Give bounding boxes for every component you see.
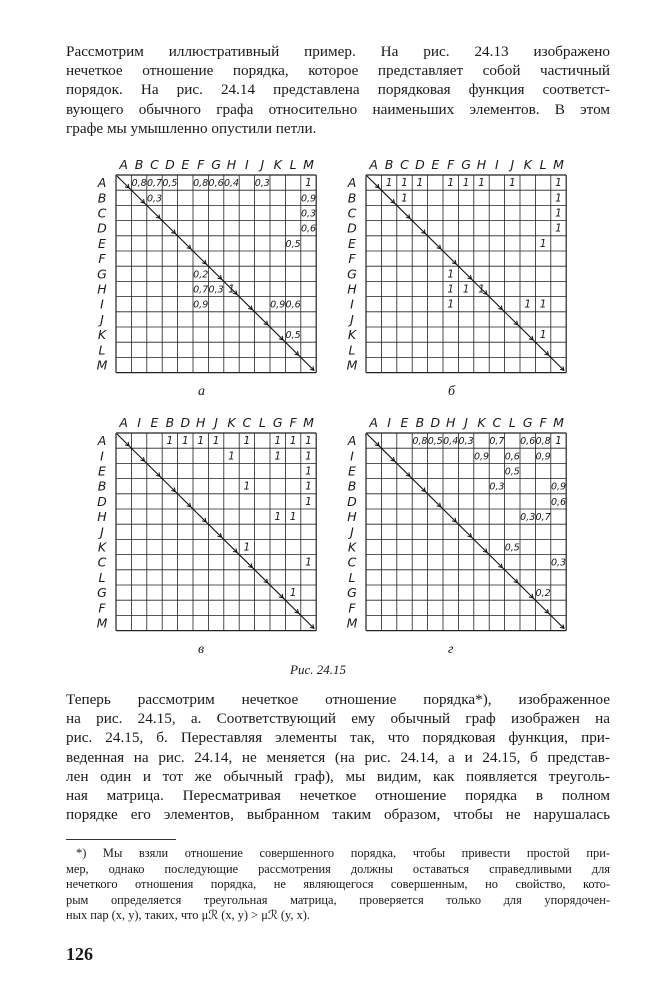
cell-value: 1 bbox=[447, 283, 455, 296]
cell-value: 1 bbox=[555, 177, 562, 190]
row-label: H bbox=[97, 281, 107, 297]
text-line: вующего обычного графа относительно наименьших элементов. В этом bbox=[66, 100, 610, 118]
text-line: Рассмотрим иллюстративный пример. На рис. 24.13 изображено bbox=[66, 43, 610, 60]
row-label: J bbox=[350, 311, 354, 327]
cell-value: 1 bbox=[305, 450, 312, 463]
cell-value: 0,9 bbox=[193, 299, 209, 311]
column-label: I bbox=[495, 157, 499, 172]
column-label: F bbox=[197, 157, 205, 172]
figure-caption: Рис. 24.15 bbox=[290, 662, 346, 677]
cell-value: 1 bbox=[289, 511, 297, 524]
cell-value: 1 bbox=[447, 268, 455, 281]
footnote-line: *) Мы взяли отношение совершенного порядка, чтобы привести простой при- bbox=[76, 846, 610, 860]
column-label: M bbox=[553, 415, 564, 430]
column-label: L bbox=[539, 157, 547, 172]
column-label: M bbox=[553, 157, 564, 172]
footnote bbox=[66, 846, 610, 924]
column-label: C bbox=[492, 415, 502, 430]
row-label: B bbox=[97, 478, 107, 494]
column-label: K bbox=[273, 157, 282, 172]
column-label: H bbox=[226, 157, 237, 172]
column-label: J bbox=[214, 415, 218, 430]
row-label: C bbox=[97, 554, 107, 570]
row-label: A bbox=[97, 433, 107, 449]
cell-value: 1 bbox=[478, 283, 485, 296]
cell-value: 0,7 bbox=[535, 512, 551, 524]
row-label: A bbox=[97, 175, 107, 191]
cell-value: 1 bbox=[305, 556, 312, 569]
column-label: C bbox=[400, 157, 409, 172]
cell-value: 1 bbox=[401, 192, 408, 205]
column-label: J bbox=[464, 415, 468, 430]
cell-value: 1 bbox=[305, 465, 312, 478]
row-label: L bbox=[348, 569, 356, 585]
cell-value: 1 bbox=[447, 177, 455, 190]
column-label: E bbox=[400, 415, 409, 430]
row-label: G bbox=[347, 585, 357, 601]
cell-value: 0,2 bbox=[535, 588, 551, 600]
row-label: F bbox=[348, 600, 356, 616]
matrix-label-g: г bbox=[448, 642, 454, 657]
text-line: лен один и тот же обычный граф), мы видим, как появляется треуголь- bbox=[66, 767, 610, 785]
text-line: нечеткое отношение порядка, которое представляет собой частичный bbox=[66, 62, 610, 80]
column-label: B bbox=[415, 415, 425, 430]
column-label: G bbox=[211, 157, 221, 172]
cell-value: 0,9 bbox=[535, 451, 551, 463]
column-label: J bbox=[260, 157, 265, 172]
cell-value: 1 bbox=[228, 450, 235, 463]
footnote-rule bbox=[66, 839, 176, 840]
column-label: L bbox=[258, 415, 266, 430]
cell-value: 1 bbox=[243, 480, 251, 493]
cell-value: 0,8 bbox=[535, 436, 551, 448]
row-label: J bbox=[100, 524, 104, 540]
cell-value: 0,6 bbox=[550, 496, 567, 508]
cell-value: 0,8 bbox=[131, 178, 147, 190]
cell-value: 0,5 bbox=[427, 436, 443, 448]
row-label: J bbox=[100, 311, 104, 327]
column-label: M bbox=[303, 157, 314, 172]
row-label: L bbox=[98, 342, 106, 358]
column-label: B bbox=[384, 157, 394, 172]
cell-value: 0,4 bbox=[443, 436, 459, 448]
column-label: F bbox=[289, 415, 297, 430]
row-label: M bbox=[96, 357, 108, 373]
column-label: K bbox=[227, 415, 236, 430]
column-label: A bbox=[119, 157, 128, 172]
column-label: K bbox=[523, 157, 532, 172]
row-label: F bbox=[348, 251, 356, 267]
row-label: E bbox=[98, 235, 106, 251]
column-label: H bbox=[195, 415, 206, 430]
cell-value: 1 bbox=[539, 329, 547, 342]
row-label: L bbox=[348, 342, 356, 358]
cell-value: 1 bbox=[305, 480, 312, 493]
cell-value: 0,6 bbox=[300, 223, 317, 235]
row-label: I bbox=[350, 448, 354, 464]
cell-value: 0,3 bbox=[520, 512, 536, 524]
text-line: порядке его элементов, выбранном таким образом, чтобы не нарушалась bbox=[66, 806, 610, 824]
cell-value: 0,9 bbox=[473, 451, 490, 463]
row-label: B bbox=[97, 190, 107, 206]
row-label: H bbox=[347, 509, 357, 525]
cell-value: 0,6 bbox=[208, 178, 224, 190]
column-label: D bbox=[415, 157, 425, 172]
column-label: J bbox=[510, 157, 515, 172]
column-label: F bbox=[539, 415, 547, 430]
cell-value: 0,3 bbox=[146, 193, 163, 205]
cell-value: 0,2 bbox=[193, 269, 209, 281]
column-label: E bbox=[181, 157, 190, 172]
cell-value: 0,3 bbox=[489, 481, 505, 493]
row-label: F bbox=[98, 600, 106, 616]
row-label: J bbox=[350, 524, 354, 540]
cell-value: 1 bbox=[555, 222, 562, 235]
cell-value: 1 bbox=[274, 511, 282, 524]
row-label: D bbox=[97, 493, 107, 509]
row-label: E bbox=[348, 463, 356, 479]
cell-value: 0,3 bbox=[254, 178, 270, 190]
cell-value: 1 bbox=[385, 177, 393, 190]
column-label: B bbox=[165, 415, 175, 430]
matrix-label-v: в bbox=[198, 642, 205, 657]
text-line: Теперь рассмотрим нечеткое отношение порядка*), изображенное bbox=[66, 691, 610, 708]
row-label: K bbox=[97, 327, 107, 343]
column-label: G bbox=[272, 415, 283, 430]
cell-value: 1 bbox=[181, 435, 189, 448]
matrix-label-b: б bbox=[448, 384, 456, 399]
cell-value: 0,9 bbox=[270, 299, 286, 311]
row-label: C bbox=[347, 205, 357, 221]
row-label: D bbox=[347, 220, 357, 236]
paragraph-2 bbox=[66, 690, 610, 824]
cell-value: 1 bbox=[539, 298, 547, 311]
cell-value: 0,5 bbox=[504, 466, 520, 478]
row-label: A bbox=[347, 433, 357, 449]
cell-value: 1 bbox=[416, 177, 424, 190]
row-label: C bbox=[347, 554, 357, 570]
column-label: C bbox=[242, 415, 252, 430]
text-line: рис. 24.15, б. Переставляя элементы так, что порядковая функция, при- bbox=[66, 729, 610, 747]
cell-value: 0,3 bbox=[550, 557, 567, 569]
column-label: M bbox=[303, 415, 314, 430]
cell-value: 1 bbox=[289, 587, 297, 600]
row-label: I bbox=[350, 296, 354, 312]
column-label: E bbox=[150, 415, 159, 430]
cell-value: 1 bbox=[305, 177, 312, 190]
row-label: K bbox=[97, 539, 107, 555]
row-label: K bbox=[347, 539, 357, 555]
row-label: B bbox=[347, 478, 357, 494]
matrix-label-a: а bbox=[198, 384, 205, 399]
cell-value: 0,8 bbox=[193, 178, 209, 190]
row-label: I bbox=[100, 448, 104, 464]
cell-value: 1 bbox=[289, 435, 297, 448]
column-label: L bbox=[289, 157, 297, 172]
column-label: A bbox=[119, 415, 128, 430]
column-label: D bbox=[430, 415, 441, 430]
column-label: I bbox=[137, 415, 141, 430]
row-label: G bbox=[97, 585, 107, 601]
row-label: G bbox=[347, 266, 357, 282]
cell-value: 0,3 bbox=[458, 436, 474, 448]
cell-value: 1 bbox=[447, 298, 455, 311]
text-line: графе мы умышленно опустили петли. bbox=[66, 119, 317, 137]
cell-value: 0,8 bbox=[412, 436, 428, 448]
column-label: B bbox=[134, 157, 144, 172]
cell-value: 0,4 bbox=[223, 178, 240, 190]
cell-value: 0,7 bbox=[193, 284, 209, 296]
column-label: K bbox=[477, 415, 486, 430]
cell-value: 0,7 bbox=[146, 178, 163, 190]
page-number: 126 bbox=[66, 944, 93, 964]
cell-value: 1 bbox=[462, 283, 470, 296]
cell-value: 1 bbox=[555, 192, 562, 205]
cell-value: 1 bbox=[243, 435, 251, 448]
footnote-line: ных пар (x, y), таких, что μℛ (x, y) > μℛ (y, x). bbox=[66, 908, 310, 923]
column-label: L bbox=[508, 415, 516, 430]
row-label: F bbox=[98, 251, 106, 267]
row-label: I bbox=[100, 296, 104, 312]
row-label: L bbox=[98, 569, 106, 585]
row-label: M bbox=[96, 615, 108, 631]
column-label: G bbox=[522, 415, 533, 430]
cell-value: 1 bbox=[555, 207, 562, 220]
cell-value: 0,5 bbox=[285, 238, 301, 250]
cell-value: 1 bbox=[166, 435, 174, 448]
column-label: H bbox=[445, 415, 456, 430]
cell-value: 1 bbox=[462, 177, 470, 190]
cell-value: 1 bbox=[508, 177, 516, 190]
cell-value: 0,6 bbox=[504, 451, 520, 463]
column-label: I bbox=[387, 415, 391, 430]
cell-value: 1 bbox=[243, 541, 251, 554]
cell-value: 0,9 bbox=[300, 193, 317, 205]
row-label: E bbox=[98, 463, 106, 479]
text-line: ная матрица. Пересматривая нечеткое отношение порядка в полном bbox=[66, 787, 610, 805]
row-label: D bbox=[97, 220, 107, 236]
row-label: D bbox=[347, 493, 357, 509]
cell-value: 0,5 bbox=[162, 178, 178, 190]
cell-value: 1 bbox=[401, 177, 408, 190]
footnote-line: рым определяется треугольная матрица, проверяется только для упорядочен- bbox=[66, 892, 610, 907]
column-label: H bbox=[476, 157, 487, 172]
cell-value: 1 bbox=[524, 298, 532, 311]
column-label: F bbox=[447, 157, 455, 172]
row-label: H bbox=[97, 509, 107, 525]
cell-value: 1 bbox=[228, 283, 235, 296]
cell-value: 1 bbox=[197, 435, 205, 448]
cell-value: 0,5 bbox=[285, 330, 301, 342]
row-label: M bbox=[346, 615, 358, 631]
text-line: на рис. 24.15, а. Соответствующий ему обычный граф изображен на bbox=[66, 710, 610, 728]
column-label: D bbox=[165, 157, 175, 172]
column-label: D bbox=[180, 415, 191, 430]
row-label: M bbox=[346, 357, 358, 373]
cell-value: 0,7 bbox=[489, 436, 505, 448]
row-label: G bbox=[97, 266, 107, 282]
column-label: E bbox=[431, 157, 440, 172]
row-label: C bbox=[97, 205, 107, 221]
column-label: G bbox=[461, 157, 471, 172]
cell-value: 1 bbox=[212, 435, 220, 448]
column-label: A bbox=[369, 157, 378, 172]
row-label: K bbox=[347, 327, 357, 343]
cell-value: 0,5 bbox=[504, 542, 520, 554]
column-label: C bbox=[150, 157, 159, 172]
row-label: B bbox=[347, 190, 357, 206]
cell-value: 1 bbox=[274, 450, 282, 463]
row-label: E bbox=[348, 235, 356, 251]
footnote-line: нечеткого отношения порядка, не являющегося совершенным, но свойство, кото- bbox=[66, 877, 610, 892]
footnote-line: мер, однако последующие рассмотрения должны оставаться справедливыми для bbox=[66, 861, 610, 876]
cell-value: 0,6 bbox=[285, 299, 301, 311]
column-label: A bbox=[369, 415, 378, 430]
column-label: I bbox=[245, 157, 249, 172]
cell-value: 1 bbox=[555, 435, 562, 448]
cell-value: 1 bbox=[539, 237, 547, 250]
text-line: веденная на рис. 24.14, не меняется (на рис. 24.14, а и 24.15, б представ- bbox=[66, 748, 610, 766]
cell-value: 0,3 bbox=[300, 208, 317, 220]
cell-value: 1 bbox=[274, 435, 282, 448]
row-label: H bbox=[347, 281, 357, 297]
cell-value: 0,3 bbox=[208, 284, 224, 296]
text-line: порядок. На рис. 24.14 представлена порядковая функция соответст- bbox=[66, 81, 610, 99]
cell-value: 1 bbox=[478, 177, 485, 190]
cell-value: 0,9 bbox=[550, 481, 567, 493]
cell-value: 0,6 bbox=[520, 436, 536, 448]
cell-value: 1 bbox=[305, 495, 312, 508]
cell-value: 1 bbox=[305, 435, 312, 448]
row-label: A bbox=[347, 175, 357, 191]
